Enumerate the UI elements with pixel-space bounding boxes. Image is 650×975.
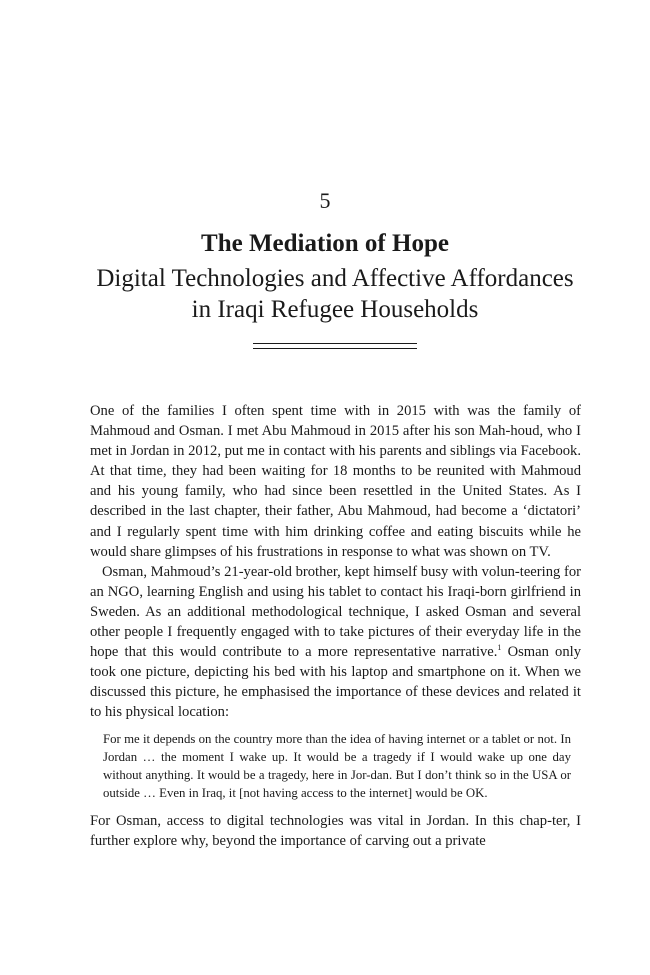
paragraph-3: For Osman, access to digital technologies was vital in Jordan. In this chap-ter, I further explore why, beyond the importance of carving out a private [90, 812, 581, 849]
footnote-reference[interactable]: 1 [497, 643, 502, 653]
paragraph-2-part-2: Osman only took one picture, depicting his bed with his laptop and smartphone on it. When we discussed this picture, he emphasised the importance of these devices and related it to his physical location: [90, 644, 581, 721]
paragraph-2-part-1: Osman, Mahmoud’s 21-year-old brother, kept himself busy with volun-teering for an NGO, learning English and using his tablet to contact his Iraqi-born girlfriend in Sweden. As an additional methodological technique, I asked Osman and several other people I frequently engaged with to take pictures of their everyday life in the hope that this would contribute to a more representative narrative. [90, 563, 581, 661]
chapter-subtitle: Digital Technologies and Affective Affordances in Iraqi Refugee Households [96, 265, 574, 323]
chapter-number: 5 [319, 188, 331, 213]
chapter-body [90, 401, 581, 851]
title-divider [253, 343, 417, 349]
interview-quote: For me it depends on the country more than the idea of having internet or a tablet or not. In Jordan … the moment I wake up. It would be a tragedy if I would wake up one day without anything. It would be a tragedy, here in Jor-dan. But I don’t think so in the USA or outside … Even in Iraq, it [not having access to the internet] would be OK. [103, 731, 571, 800]
chapter-title: The Mediation of Hope [201, 230, 449, 257]
paragraph-1: One of the families I often spent time with in 2015 with was the family of Mahmoud and Osman. I met Abu Mahmoud in 2015 after his son Mah-houd, who I met in Jordan in 2012, put me in contact with his parents and siblings via Facebook. At that time, they had been waiting for 18 months to be reunited with Mahmoud and his young family, who had since been resettled in the United States. As I described in the last chapter, their father, Abu Mahmoud, had become a ‘dictatori’ and I regularly spent time with him drinking coffee and eating biscuits while he would share glimpses of his frustrations in response to what was shown on TV. [90, 403, 581, 560]
paragraph-2 [90, 562, 581, 723]
